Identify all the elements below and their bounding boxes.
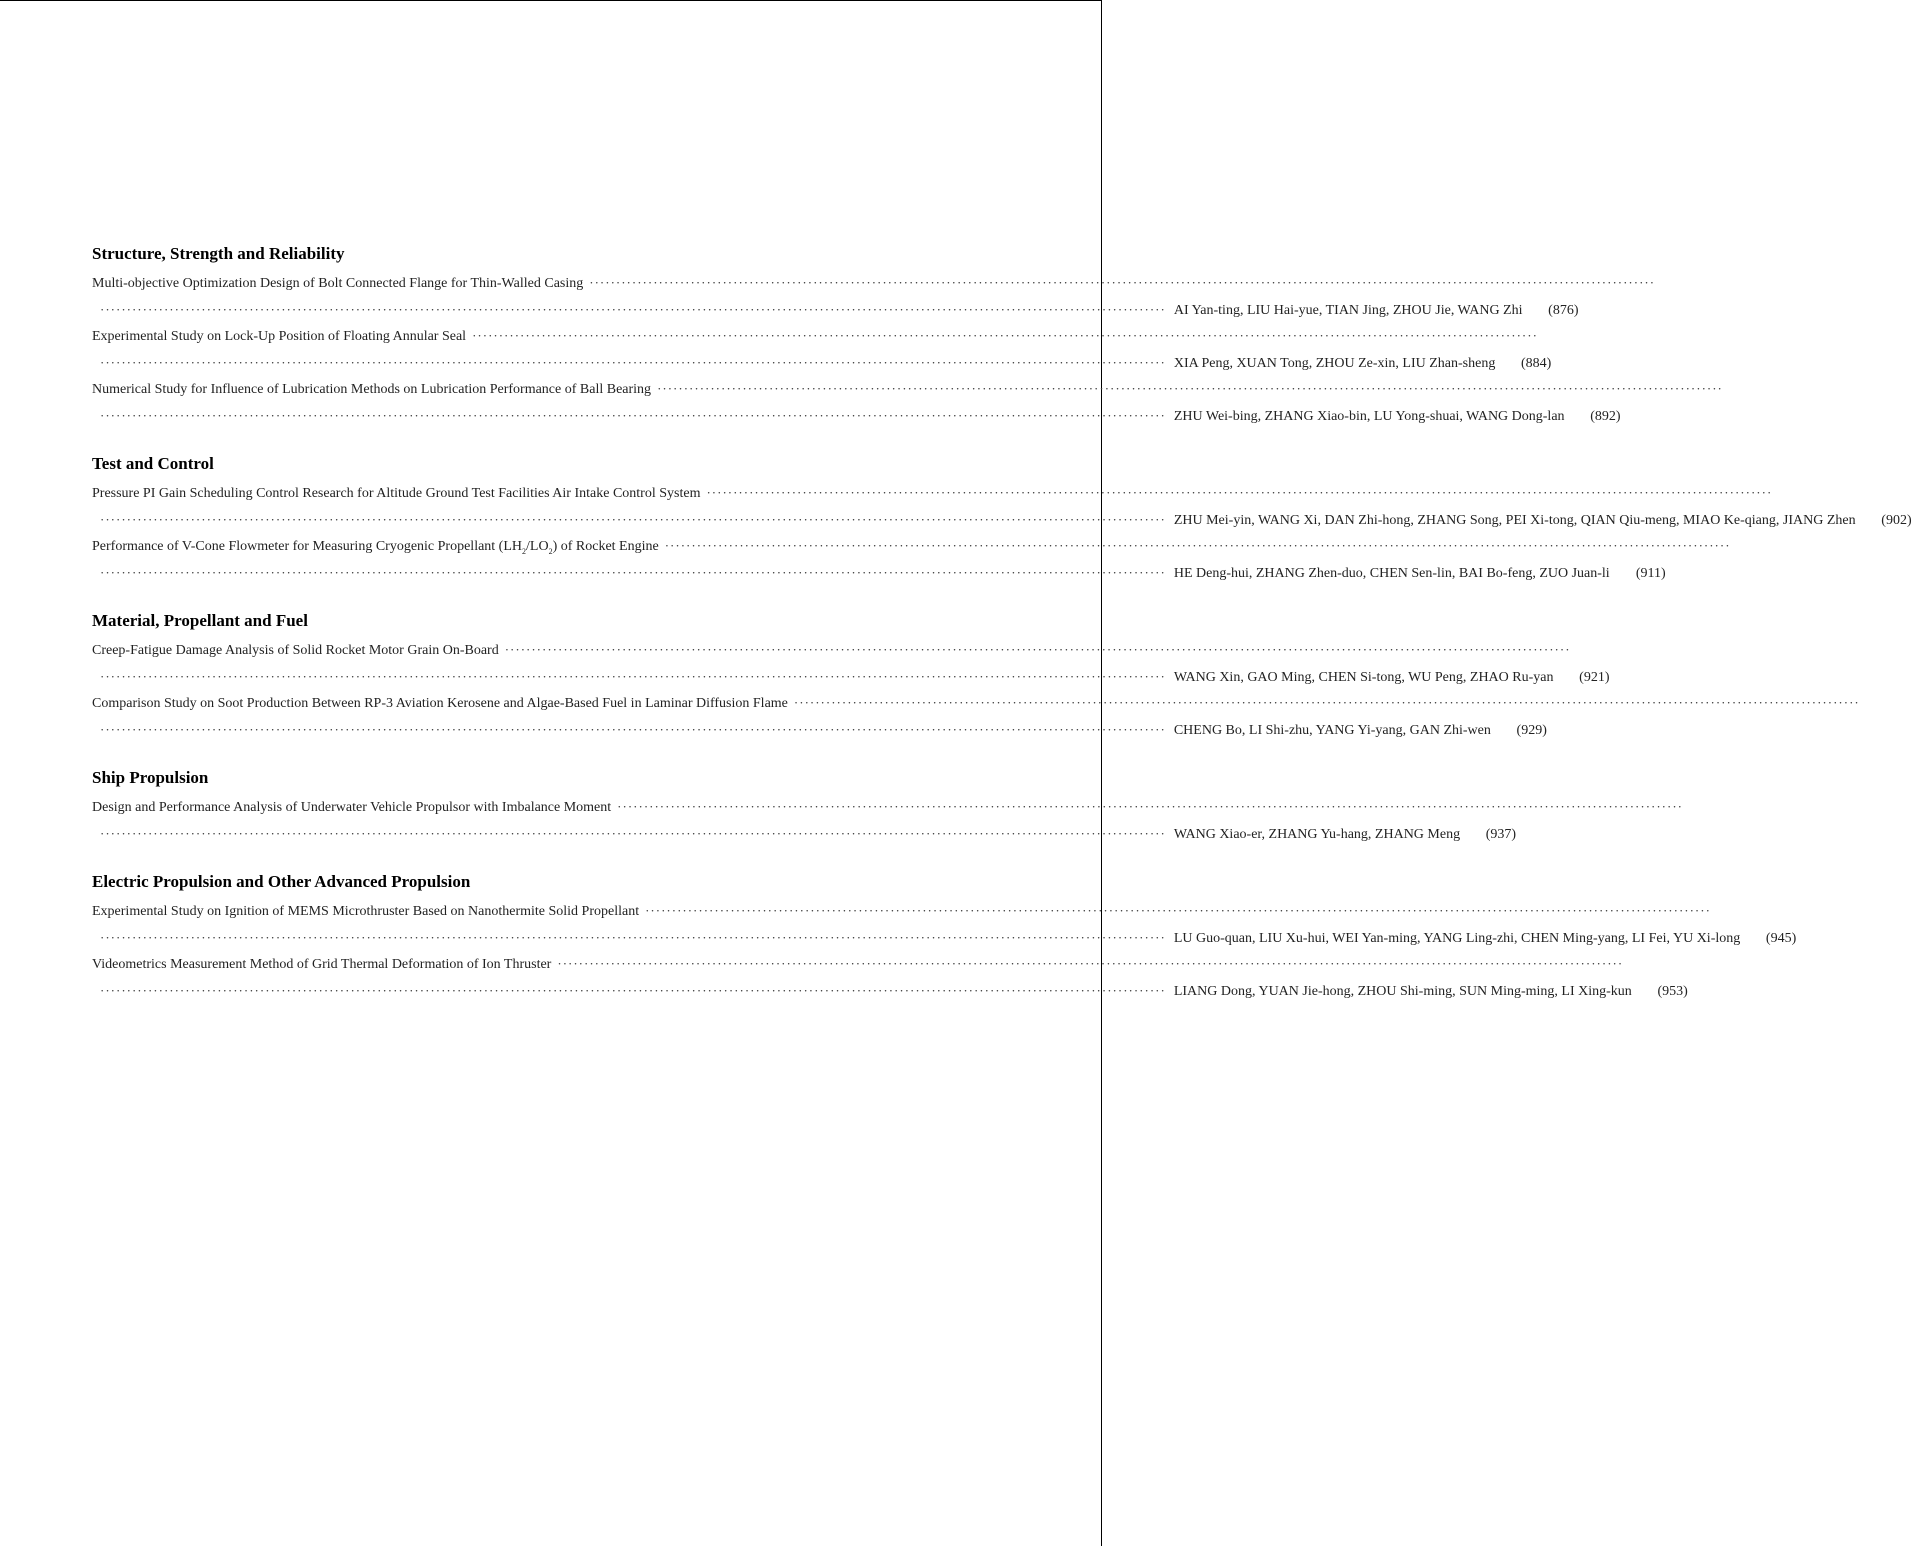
entry-title: Multi-objective Optimization Design of Bolt Connected Flange for Thin-Walled Casing <box>92 276 584 291</box>
dot-leader: ········································································································································································································ <box>100 354 1166 370</box>
entry-title: Videometrics Measurement Method of Grid Thermal Deformation of Ion Thruster <box>92 957 552 972</box>
dot-leader: ········································································································································································································ <box>706 485 1773 500</box>
entry-authors: XIA Peng, XUAN Tong, ZHOU Ze-xin, LIU Zhan-sheng <box>1173 355 1496 371</box>
dot-leader: ········································································································································································································ <box>645 903 1711 918</box>
toc-entry[interactable] <box>92 637 1610 690</box>
dot-leader: ········································································································································································································ <box>589 275 1656 290</box>
entry-title: Comparison Study on Soot Production Between RP-3 Aviation Kerosene and Algae-Based Fuel in Laminar Diffusion Flame <box>92 696 788 711</box>
entry-authors: CHENG Bo, LI Shi-zhu, YANG Yi-yang, GAN Zhi-wen <box>1173 722 1491 738</box>
entry-title-part: Performance of V-Cone Flowmeter for Measuring Cryogenic Propellant (LH <box>92 539 523 554</box>
dot-leader: ········································································································································································································ <box>100 564 1166 580</box>
entry-page-number: (892) <box>1590 408 1621 424</box>
dot-leader: ········································································································································································································ <box>793 695 1860 710</box>
entry-page-number: (876) <box>1548 302 1579 318</box>
dot-leader: ········································································································································································································ <box>100 929 1166 945</box>
entry-authors: LU Guo-quan, LIU Xu-hui, WEI Yan-ming, YANG Ling-zhi, CHEN Ming-yang, LI Fei, YU Xi-long <box>1173 930 1741 946</box>
toc-entry[interactable] <box>92 323 1552 376</box>
entry-authors: WANG Xin, GAO Ming, CHEN Si-tong, WU Peng, ZHAO Ru-yan <box>1173 669 1554 685</box>
toc-entry[interactable] <box>92 794 1683 847</box>
dot-leader: ········································································································································································································ <box>100 511 1166 527</box>
dot-leader: ········································································································································································································ <box>617 799 1683 814</box>
entry-page-number: (921) <box>1579 669 1610 685</box>
entry-title <box>92 534 659 561</box>
entry-authors: AI Yan-ting, LIU Hai-yue, TIAN Jing, ZHOU Jie, WANG Zhi <box>1173 302 1523 318</box>
toc-entry[interactable] <box>92 690 1860 743</box>
entry-title: Design and Performance Analysis of Underwater Vehicle Propulsor with Imbalance Moment <box>92 800 612 815</box>
dot-leader: ········································································································································································································ <box>472 328 1538 343</box>
toc-section <box>92 243 1723 429</box>
subscript: 2 <box>548 546 553 556</box>
toc-section <box>92 767 1683 847</box>
entry-authors: HE Deng-hui, ZHANG Zhen-duo, CHEN Sen-lin, BAI Bo-feng, ZUO Juan-li <box>1173 565 1610 581</box>
entry-title: Experimental Study on Lock-Up Position of Floating Annular Seal <box>92 329 467 344</box>
section-heading: Material, Propellant and Fuel <box>92 611 308 630</box>
dot-leader: ········································································································································································································ <box>100 825 1166 841</box>
table-of-contents <box>92 243 1912 1028</box>
toc-entry[interactable] <box>92 898 1797 951</box>
entry-title-part: ) of Rocket Engine <box>552 539 659 554</box>
entry-authors: ZHU Wei-bing, ZHANG Xiao-bin, LU Yong-shuai, WANG Dong-lan <box>1173 408 1565 424</box>
toc-section <box>92 610 1860 743</box>
entry-page-number: (911) <box>1635 565 1666 581</box>
section-heading: Structure, Strength and Reliability <box>92 244 345 263</box>
toc-entry[interactable] <box>92 376 1723 429</box>
entry-authors: LIANG Dong, YUAN Jie-hong, ZHOU Shi-ming, SUN Ming-ming, LI Xing-kun <box>1173 983 1632 999</box>
toc-entry[interactable] <box>92 533 1731 586</box>
toc-entry[interactable] <box>92 951 1688 1004</box>
page-border-top <box>0 0 1102 1</box>
dot-leader: ········································································································································································································ <box>100 668 1166 684</box>
entry-title-part: /LO <box>526 539 549 554</box>
entry-page-number: (902) <box>1881 512 1912 528</box>
dot-leader: ········································································································································································································ <box>100 721 1166 737</box>
section-heading: Test and Control <box>92 454 214 473</box>
dot-leader: ········································································································································································································ <box>664 538 1731 553</box>
page-border-right <box>1101 0 1102 1546</box>
entry-title: Numerical Study for Influence of Lubrication Methods on Lubrication Performance of Ball Bearing <box>92 382 652 397</box>
entry-title: Pressure PI Gain Scheduling Control Research for Altitude Ground Test Facilities Air Intake Control System <box>92 486 701 501</box>
toc-section <box>92 453 1912 586</box>
dot-leader: ········································································································································································································ <box>504 642 1571 657</box>
section-heading: Electric Propulsion and Other Advanced Propulsion <box>92 872 471 891</box>
entry-page-number: (945) <box>1765 930 1797 946</box>
toc-section <box>92 871 1797 1004</box>
toc-entry[interactable] <box>92 480 1912 533</box>
dot-leader: ········································································································································································································ <box>100 982 1166 998</box>
entry-title: Experimental Study on Ignition of MEMS Microthruster Based on Nanothermite Solid Propellant <box>92 904 640 919</box>
entry-page-number: (953) <box>1657 983 1688 999</box>
entry-page-number: (884) <box>1521 355 1552 371</box>
dot-leader: ········································································································································································································ <box>100 407 1166 423</box>
toc-entry[interactable] <box>92 270 1656 323</box>
entry-authors: ZHU Mei-yin, WANG Xi, DAN Zhi-hong, ZHANG Song, PEI Xi-tong, QIAN Qiu-meng, MIAO Ke-qiang, JIANG Zhen <box>1173 512 1856 528</box>
dot-leader: ········································································································································································································ <box>557 956 1624 971</box>
dot-leader: ········································································································································································································ <box>657 381 1723 396</box>
entry-page-number: (929) <box>1516 722 1547 738</box>
entry-authors: WANG Xiao-er, ZHANG Yu-hang, ZHANG Meng <box>1173 826 1461 842</box>
dot-leader: ········································································································································································································ <box>100 301 1166 317</box>
entry-title: Creep-Fatigue Damage Analysis of Solid Rocket Motor Grain On-Board <box>92 643 499 658</box>
subscript: 2 <box>522 546 527 556</box>
entry-page-number: (937) <box>1485 826 1517 842</box>
section-heading: Ship Propulsion <box>92 768 209 787</box>
